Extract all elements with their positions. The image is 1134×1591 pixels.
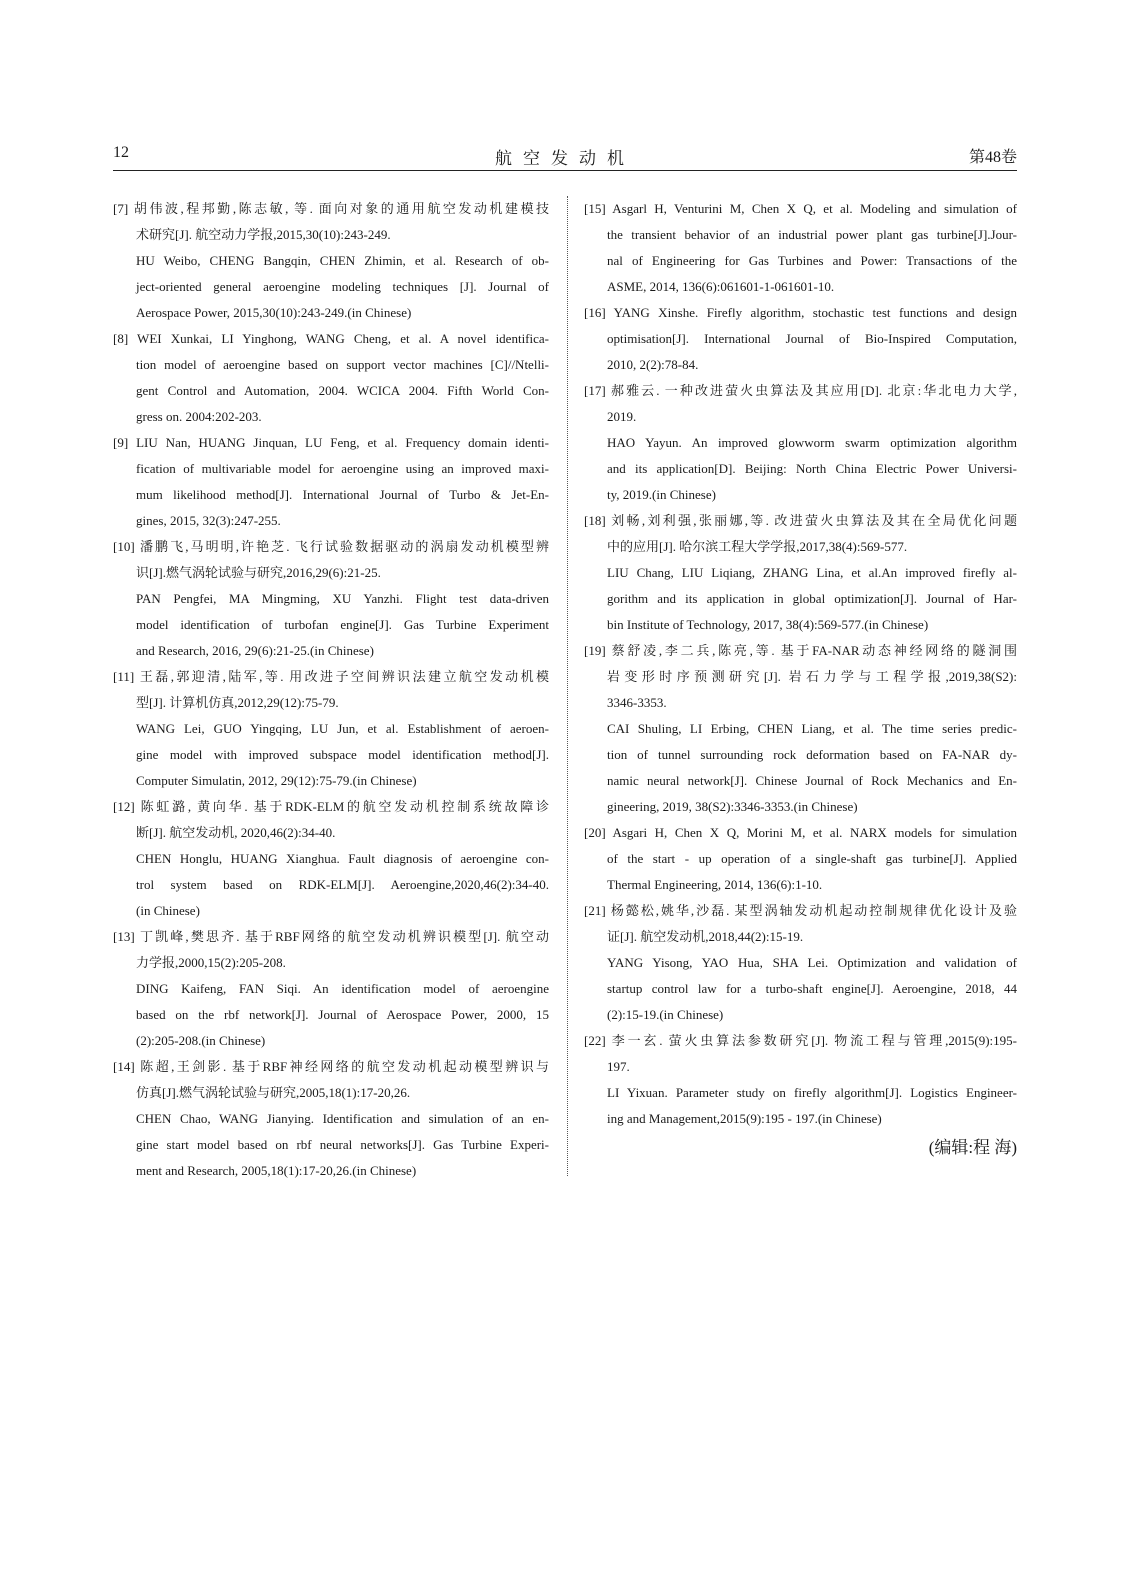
reference-entry xyxy=(113,1054,549,1184)
reference-line: nal of Engineering for Gas Turbines and Power: Transactions of the xyxy=(607,253,1017,268)
reference-line: CAI Shuling, LI Erbing, CHEN Liang, et al. The time series predic- xyxy=(607,721,1017,736)
reference-line: 断[J]. 航空发动机, 2020,46(2):34-40. xyxy=(136,825,336,840)
reference-line: Aerospace Power, 2015,30(10):243-249.(in Chinese) xyxy=(136,305,412,320)
reference-entry xyxy=(584,196,1017,300)
reference-line: gent Control and Automation, 2004. WCICA 2004. Fifth World Con- xyxy=(136,383,549,398)
page-number: 12 xyxy=(113,144,129,161)
reference-line: 197. xyxy=(607,1059,630,1074)
reference-line: based on the rbf network[J]. Journal of Aerospace Power, 2000, 15 xyxy=(136,1007,549,1022)
reference-line: 术研究[J]. 航空动力学报,2015,30(10):243-249. xyxy=(136,227,391,242)
reference-line: (2):15-19.(in Chinese) xyxy=(607,1007,724,1022)
reference-line: fication of multivariable model for aeroengine using an improved maxi- xyxy=(136,461,549,476)
references-right-column xyxy=(584,196,1017,1162)
column-divider xyxy=(567,196,568,1176)
reference-entry xyxy=(113,664,549,794)
reference-line: trol system based on RDK-ELM[J]. Aeroengine,2020,46(2):34-40. xyxy=(136,877,549,892)
reference-line: WANG Lei, GUO Yingqing, LU Jun, et al. Establishment of aeroen- xyxy=(136,721,549,736)
reference-line: gineering, 2019, 38(S2):3346-3353.(in Chinese) xyxy=(607,799,858,814)
editor-credit: (编辑:程 海) xyxy=(928,1138,1017,1157)
reference-entry xyxy=(113,534,549,664)
reference-line: tion of tunnel surrounding rock deformation based on FA-NAR dy- xyxy=(607,747,1017,762)
reference-line: startup control law for a turbo-shaft engine[J]. Aeroengine, 2018, 44 xyxy=(607,981,1017,996)
reference-line: CHEN Honglu, HUANG Xianghua. Fault diagnosis of aeroengine con- xyxy=(136,851,549,866)
reference-line: [11] 王磊,郭迎清,陆军,等. 用改进子空间辨识法建立航空发动机模 xyxy=(113,669,549,684)
reference-line: [12] 陈虹潞, 黄向华. 基于RDK-ELM的航空发动机控制系统故障诊 xyxy=(113,799,549,814)
reference-line: model identification of turbofan engine[J]. Gas Turbine Experiment xyxy=(136,617,549,632)
reference-line: bin Institute of Technology, 2017, 38(4):569-577.(in Chinese) xyxy=(607,617,929,632)
reference-entry xyxy=(584,898,1017,1028)
reference-line: ty, 2019.(in Chinese) xyxy=(607,487,716,502)
reference-line: HAO Yayun. An improved glowworm swarm optimization algorithm xyxy=(607,435,1017,450)
reference-line: DING Kaifeng, FAN Siqi. An identification model of aeroengine xyxy=(136,981,549,996)
reference-line: 中的应用[J]. 哈尔滨工程大学学报,2017,38(4):569-577. xyxy=(607,539,908,554)
reference-line: [8] WEI Xunkai, LI Yinghong, WANG Cheng, et al. A novel identifica- xyxy=(113,331,549,346)
reference-line: 仿真[J].燃气涡轮试验与研究,2005,18(1):17-20,26. xyxy=(136,1085,411,1100)
reference-entry xyxy=(584,1028,1017,1132)
reference-line: 3346-3353. xyxy=(607,695,667,710)
reference-entry xyxy=(113,794,549,924)
reference-line: [13] 丁凯峰,樊思齐. 基于RBF网络的航空发动机辨识模型[J]. 航空动 xyxy=(113,929,549,944)
reference-line: Computer Simulatin, 2012, 29(12):75-79.(in Chinese) xyxy=(136,773,417,788)
reference-line: [16] YANG Xinshe. Firefly algorithm, stochastic test functions and design xyxy=(584,305,1017,320)
reference-line: (in Chinese) xyxy=(136,903,200,918)
reference-entry xyxy=(113,326,549,430)
reference-line: [21] 杨懿松,姚华,沙磊. 某型涡轴发动机起动控制规律优化设计及验 xyxy=(584,903,1017,918)
reference-line: 力学报,2000,15(2):205-208. xyxy=(136,955,286,970)
reference-line: YANG Yisong, YAO Hua, SHA Lei. Optimization and validation of xyxy=(607,955,1017,970)
journal-title: 航空发动机 xyxy=(495,149,635,168)
reference-line: gorithm and its application in global optimization[J]. Journal of Har- xyxy=(607,591,1017,606)
reference-line: 2010, 2(2):78-84. xyxy=(607,357,699,372)
reference-line: [19] 蔡舒凌,李二兵,陈亮,等. 基于FA-NAR动态神经网络的隧洞围 xyxy=(584,643,1017,658)
reference-line: (2):205-208.(in Chinese) xyxy=(136,1033,266,1048)
reference-line: the transient behavior of an industrial power plant gas turbine[J].Jour- xyxy=(607,227,1017,242)
reference-line: ing and Management,2015(9):195 - 197.(in Chinese) xyxy=(607,1111,882,1126)
reference-line: ment and Research, 2005,18(1):17-20,26.(in Chinese) xyxy=(136,1163,417,1178)
reference-line: and its application[D]. Beijing: North China Electric Power Universi- xyxy=(607,461,1017,476)
reference-line: ASME, 2014, 136(6):061601-1-061601-10. xyxy=(607,279,835,294)
reference-entry xyxy=(113,196,549,326)
reference-entry xyxy=(584,820,1017,898)
reference-line: namic neural network[J]. Chinese Journal of Rock Mechanics and En- xyxy=(607,773,1017,788)
reference-line: CHEN Chao, WANG Jianying. Identification and simulation of an en- xyxy=(136,1111,549,1126)
reference-line: [18] 刘畅,刘利强,张丽娜,等. 改进萤火虫算法及其在全局优化问题 xyxy=(584,513,1017,528)
reference-entry xyxy=(584,300,1017,378)
reference-entry xyxy=(584,638,1017,820)
reference-line: [14] 陈超,王剑影. 基于RBF神经网络的航空发动机起动模型辨识与 xyxy=(113,1059,549,1074)
reference-line: ject-oriented general aeroengine modeling techniques [J]. Journal of xyxy=(136,279,549,294)
reference-line: 型[J]. 计算机仿真,2012,29(12):75-79. xyxy=(136,695,339,710)
reference-line: mum likelihood method[J]. International Journal of Turbo & Jet-En- xyxy=(136,487,549,502)
reference-line: HU Weibo, CHENG Bangqin, CHEN Zhimin, et al. Research of ob- xyxy=(136,253,549,268)
reference-line: optimisation[J]. International Journal of Bio-Inspired Computation, xyxy=(607,331,1017,346)
reference-line: [9] LIU Nan, HUANG Jinquan, LU Feng, et al. Frequency domain identi- xyxy=(113,435,549,450)
reference-line: 证[J]. 航空发动机,2018,44(2):15-19. xyxy=(607,929,804,944)
reference-entry xyxy=(584,378,1017,508)
reference-line: 岩变形时序预测研究[J]. 岩石力学与工程学报,2019,38(S2): xyxy=(607,669,1017,684)
reference-line: 2019. xyxy=(607,409,637,424)
reference-line: gine model with improved subspace model identification method[J]. xyxy=(136,747,549,762)
reference-line: [22] 李一玄. 萤火虫算法参数研究[J]. 物流工程与管理,2015(9):195- xyxy=(584,1033,1017,1048)
reference-entry xyxy=(113,924,549,1054)
page-header xyxy=(113,144,1017,168)
header-rule xyxy=(113,170,1017,171)
reference-line: [20] Asgari H, Chen X Q, Morini M, et al. NARX models for simulation xyxy=(584,825,1017,840)
references-left-column xyxy=(113,196,549,1184)
reference-line: LIU Chang, LIU Liqiang, ZHANG Lina, et al.An improved firefly al- xyxy=(607,565,1017,580)
reference-line: 识[J].燃气涡轮试验与研究,2016,29(6):21-25. xyxy=(136,565,381,580)
reference-line: [10] 潘鹏飞,马明明,许艳芝. 飞行试验数据驱动的涡扇发动机模型辨 xyxy=(113,539,549,554)
reference-line: [7] 胡伟波,程邦勤,陈志敏, 等. 面向对象的通用航空发动机建模技 xyxy=(113,201,549,216)
reference-line: and Research, 2016, 29(6):21-25.(in Chinese) xyxy=(136,643,374,658)
reference-line: Thermal Engineering, 2014, 136(6):1-10. xyxy=(607,877,823,892)
reference-line: LI Yixuan. Parameter study on firefly algorithm[J]. Logistics Engineer- xyxy=(607,1085,1017,1100)
reference-line: [17] 郝雅云. 一种改进萤火虫算法及其应用[D]. 北京:华北电力大学, xyxy=(584,383,1017,398)
reference-line: PAN Pengfei, MA Mingming, XU Yanzhi. Flight test data-driven xyxy=(136,591,549,606)
reference-entry xyxy=(113,430,549,534)
reference-line: of the start - up operation of a single-shaft gas turbine[J]. Applied xyxy=(607,851,1017,866)
reference-line: tion model of aeroengine based on support vector machines [C]//Ntelli- xyxy=(136,357,549,372)
reference-line: [15] Asgarl H, Venturini M, Chen X Q, et al. Modeling and simulation of xyxy=(584,201,1017,216)
reference-line: gine start model based on rbf neural networks[J]. Gas Turbine Experi- xyxy=(136,1137,549,1152)
reference-line: gines, 2015, 32(3):247-255. xyxy=(136,513,281,528)
volume-label: 第48卷 xyxy=(968,149,1017,166)
reference-line: gress on. 2004:202-203. xyxy=(136,409,262,424)
reference-entry xyxy=(584,508,1017,638)
